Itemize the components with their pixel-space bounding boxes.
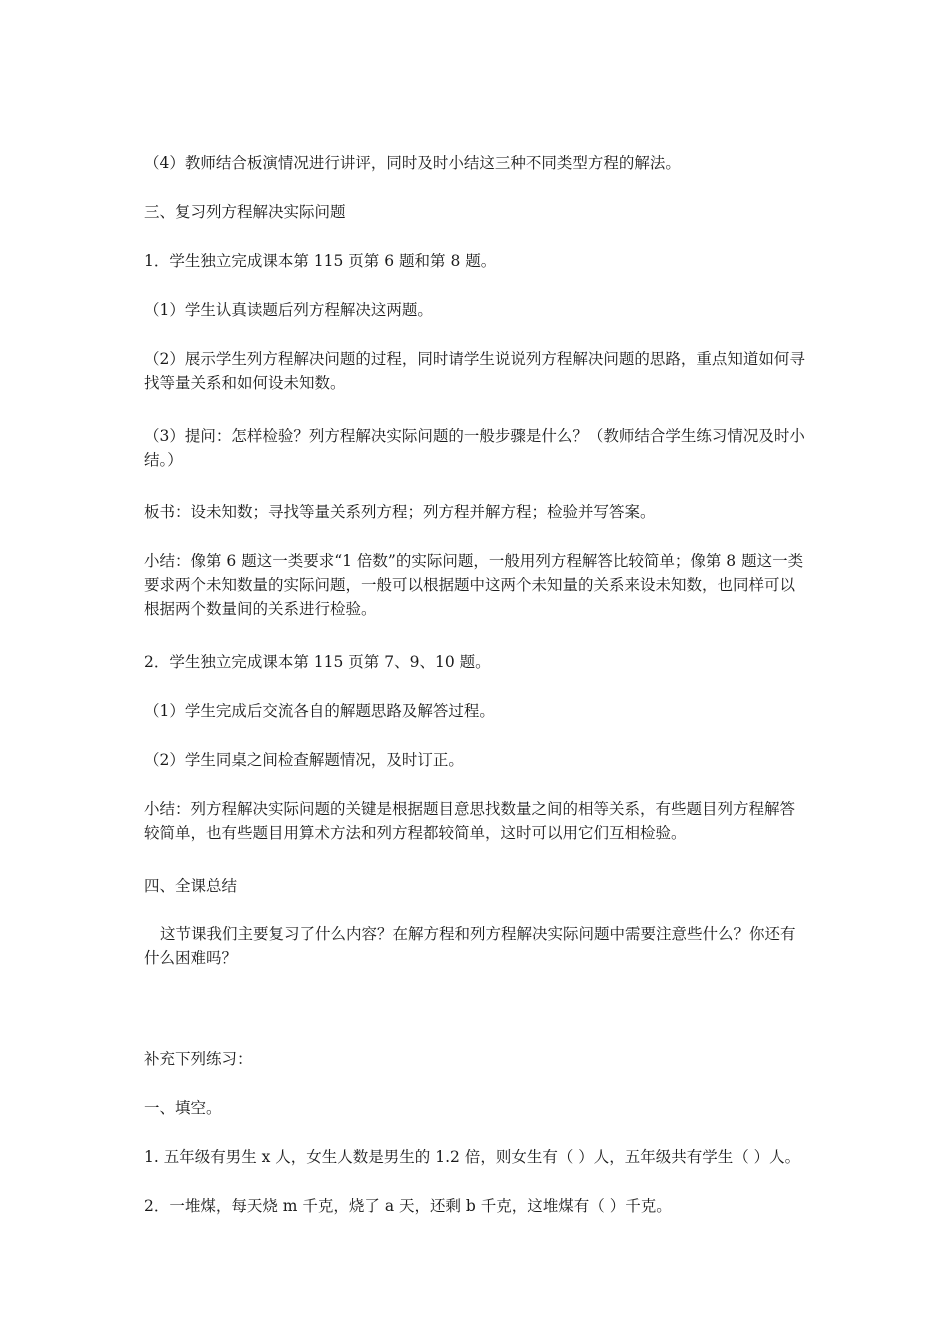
exercise-question-1: 1. 五年级有男生 x 人，女生人数是男生的 1.2 倍，则女生有（ ）人，五年级共有学生（ ）人。 bbox=[144, 1148, 801, 1166]
exercise-question-2: 2．一堆煤，每天烧 m 千克，烧了 a 天，还剩 b 千克，这堆煤有（ ）千克。 bbox=[144, 1197, 672, 1215]
section-heading-3: 三、复习列方程解决实际问题 bbox=[144, 203, 346, 221]
paragraph-lesson-summary: 这节课我们主要复习了什么内容？在解方程和列方程解决实际问题中需要注意些什么？你还有什么困难吗？ bbox=[144, 925, 796, 967]
exercise-heading-fill-blank: 一、填空。 bbox=[144, 1099, 222, 1117]
paragraph-teacher-review: （4）教师结合板演情况进行讲评，同时及时小结这三种不同类型方程的解法。 bbox=[144, 154, 681, 172]
paragraph-item-2-1: （1）学生完成后交流各自的解题思路及解答过程。 bbox=[144, 702, 495, 720]
paragraph-summary-1: 小结：像第 6 题这一类要求“1 倍数”的实际问题，一般用列方程解答比较简单；像第 8 题这一类要求两个未知数量的实际问题，一般可以根据题中这两个未知量的关系来设未知数，也同样可以根据两个数量间的关系进行检验。 bbox=[144, 552, 804, 618]
paragraph-item-2: 2．学生独立完成课本第 115 页第 7、9、10 题。 bbox=[144, 653, 491, 671]
paragraph-item-1: 1．学生独立完成课本第 115 页第 6 题和第 8 题。 bbox=[144, 252, 497, 270]
paragraph-board-writing: 板书：设未知数；寻找等量关系列方程；列方程并解方程；检验并写答案。 bbox=[144, 503, 656, 521]
paragraph-item-1-3: （3）提问：怎样检验？列方程解决实际问题的一般步骤是什么？（教师结合学生练习情况及时小结。） bbox=[144, 427, 805, 469]
section-heading-4: 四、全课总结 bbox=[144, 877, 238, 895]
paragraph-summary-2: 小结：列方程解决实际问题的关键是根据题目意思找数量之间的相等关系，有些题目列方程解答较简单，也有些题目用算术方法和列方程都较简单，这时可以用它们互相检验。 bbox=[144, 800, 796, 842]
paragraph-item-2-2: （2）学生同桌之间检查解题情况，及时订正。 bbox=[144, 751, 464, 769]
paragraph-item-1-2: （2）展示学生列方程解决问题的过程，同时请学生说说列方程解决问题的思路，重点知道如何寻找等量关系和如何设未知数。 bbox=[144, 350, 805, 392]
paragraph-item-1-1: （1）学生认真读题后列方程解决这两题。 bbox=[144, 301, 433, 319]
paragraph-extra-exercises: 补充下列练习： bbox=[144, 1050, 253, 1068]
